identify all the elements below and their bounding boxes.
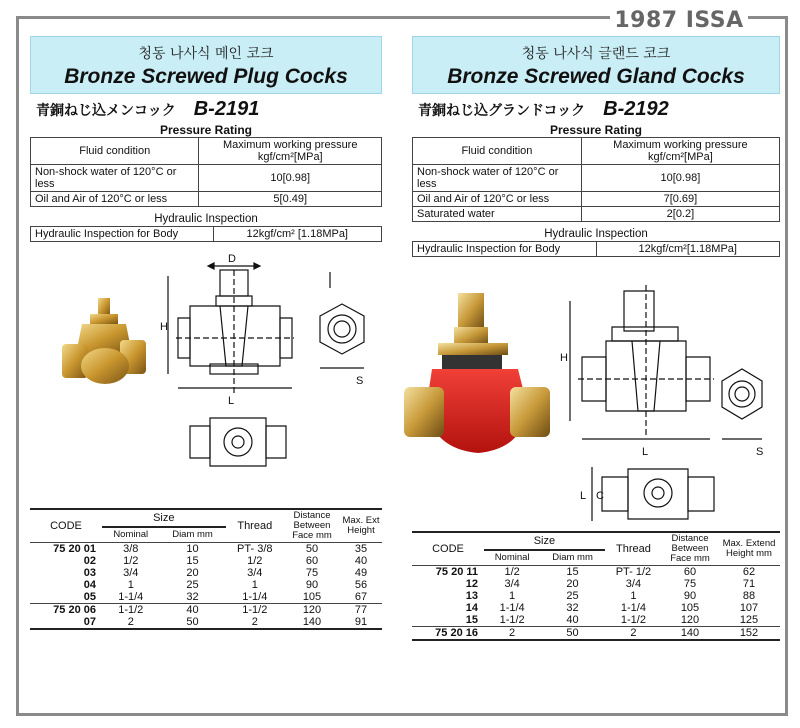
- fluid-cell: Non-shock water of 120°C or less: [31, 165, 199, 192]
- fluid-header: Fluid condition: [413, 138, 582, 165]
- pressure-header: [581, 138, 779, 165]
- cell-thread: 1-1/2: [242, 604, 268, 616]
- title-korean: 청동 나사식 메인 코크: [138, 46, 274, 62]
- title-banner: [412, 36, 780, 94]
- subtitle-line: [30, 98, 382, 121]
- cell-height: 88: [742, 590, 756, 602]
- table-row: [30, 604, 382, 617]
- plug-cocks-section: [30, 36, 382, 630]
- cell-thread: 2: [605, 627, 662, 641]
- title-english: Bronze Screwed Gland Cocks: [447, 65, 745, 88]
- cell-diam: 40: [540, 614, 605, 627]
- hydraulic-title: Hydraulic Inspection: [544, 228, 648, 240]
- cell-distance: 120: [302, 604, 322, 616]
- pressure-header-line1: Maximum working pressure: [613, 139, 748, 151]
- cell-thread: PT- 3/8: [237, 543, 273, 555]
- hydraulic-table: [30, 226, 382, 242]
- dim-l-label: L: [642, 446, 649, 458]
- thread-header: Thread: [226, 509, 284, 543]
- cell-thread: 3/4: [247, 567, 263, 579]
- cell-diam: 25: [186, 579, 199, 591]
- cell-height: 125: [718, 614, 780, 627]
- cell-nominal: 1: [127, 579, 134, 591]
- cell-nominal: 1-1/4: [102, 591, 160, 604]
- cell-thread: 1: [251, 579, 258, 591]
- gland-cock-photo: [402, 291, 552, 461]
- hydraulic-table: [412, 241, 780, 257]
- cell-code: 12: [465, 578, 478, 590]
- cell-distance: 60: [683, 566, 697, 578]
- max-height-header: Max. Extend Height mm: [718, 532, 780, 566]
- cell-height: 77: [354, 604, 368, 616]
- cell-distance: 105: [680, 602, 700, 614]
- pressure-cell: 2[0.2]: [581, 207, 779, 222]
- table-row: [30, 579, 382, 591]
- cell-code: 75 20 06: [53, 604, 96, 616]
- code-header: CODE: [412, 532, 484, 566]
- cell-distance: 120: [662, 614, 718, 627]
- pressure-cell: 5[0.49]: [199, 192, 382, 207]
- cell-thread: 1-1/2: [605, 614, 662, 627]
- cell-distance: 75: [683, 578, 697, 590]
- pressure-cell: 10[0.98]: [199, 165, 382, 192]
- cell-nominal: 2: [102, 616, 160, 629]
- cell-diam: 40: [186, 604, 199, 616]
- gland-cocks-spec-table: [412, 531, 780, 641]
- cell-height: 35: [354, 543, 368, 555]
- cell-code: 05: [30, 591, 102, 604]
- gland-cock-drawing: [562, 271, 777, 529]
- product-illustration: [412, 261, 780, 531]
- thread-header: Thread: [605, 532, 662, 566]
- fluid-header: Fluid condition: [31, 138, 199, 165]
- table-row: [412, 627, 780, 641]
- cell-height: 67: [340, 591, 382, 604]
- table-row: [412, 602, 780, 614]
- cell-diam: 32: [160, 591, 226, 604]
- cell-code: 15: [412, 614, 484, 627]
- brand-label: 1987 ISSA: [610, 8, 748, 34]
- model-number: B-2192: [603, 98, 669, 120]
- cell-height: 56: [354, 579, 368, 591]
- dim-h-label: H: [160, 321, 168, 333]
- dim-c-label: C: [596, 490, 604, 502]
- hydraulic-value: 12kgf/cm²[1.18MPa]: [596, 242, 780, 257]
- cell-code: 03: [83, 567, 96, 579]
- plug-cock-drawing: [160, 246, 380, 504]
- hydraulic-title: Hydraulic Inspection: [154, 213, 258, 225]
- size-header: Size: [484, 532, 605, 550]
- cell-thread: 3/4: [625, 578, 642, 590]
- cell-height: 107: [739, 602, 759, 614]
- cell-height: 91: [340, 616, 382, 629]
- cell-nominal: 1/2: [123, 555, 139, 567]
- cell-height: 40: [354, 555, 368, 567]
- cell-diam: 20: [566, 578, 579, 590]
- cell-nominal: 1-1/2: [484, 614, 540, 627]
- cell-thread: 1-1/4: [226, 591, 284, 604]
- cell-height: 152: [718, 627, 780, 641]
- cell-distance: 60: [305, 555, 319, 567]
- pressure-header: [199, 138, 382, 165]
- table-row: [30, 543, 382, 556]
- table-row: [30, 555, 382, 567]
- max-height-header: Max. Ext Height: [340, 509, 382, 543]
- cell-nominal: 1-1/4: [499, 602, 525, 614]
- cell-distance: 75: [305, 567, 319, 579]
- cell-thread: 2: [226, 616, 284, 629]
- cell-thread: 1/2: [247, 555, 263, 567]
- plug-cock-photo: [60, 296, 150, 396]
- cell-diam: 15: [186, 555, 199, 567]
- title-japanese: 青銅ねじ込グランドコック: [418, 103, 586, 119]
- cell-thread: 1: [630, 590, 637, 602]
- pressure-header-line2: kgf/cm²[MPa]: [648, 151, 713, 163]
- cell-diam: 32: [566, 602, 579, 614]
- cell-code: 02: [83, 555, 96, 567]
- hydraulic-label: Hydraulic Inspection for Body: [31, 227, 214, 242]
- pressure-header-line1: Maximum working pressure: [222, 139, 358, 151]
- table-row: [412, 578, 780, 590]
- product-illustration: [30, 246, 382, 508]
- cell-nominal: 3/4: [123, 567, 139, 579]
- pressure-rating-table: [412, 137, 780, 222]
- cell-nominal: 1: [509, 590, 516, 602]
- cell-height: 71: [742, 578, 756, 590]
- cell-distance: 90: [683, 590, 697, 602]
- title-japanese: 青銅ねじ込メンコック: [36, 103, 176, 119]
- cell-code: 75 20 11: [435, 566, 478, 578]
- title-korean: 청동 나사식 글랜드 코크: [521, 46, 671, 62]
- cell-diam: 15: [566, 566, 579, 578]
- table-row: [412, 590, 780, 602]
- title-banner: [30, 36, 382, 94]
- pressure-header-line2: kgf/cm²[MPa]: [257, 151, 323, 163]
- cell-diam: 10: [186, 543, 199, 555]
- table-row: [30, 567, 382, 579]
- gland-cocks-section: [412, 36, 780, 641]
- fluid-cell: Saturated water: [413, 207, 582, 222]
- subtitle-line: [412, 98, 780, 121]
- code-header: CODE: [30, 509, 102, 543]
- fluid-cell: Oil and Air of 120°C or less: [31, 192, 199, 207]
- cell-nominal: 1/2: [504, 566, 520, 578]
- cell-diam: 50: [540, 627, 605, 641]
- dim-s-label: S: [356, 375, 364, 387]
- table-row: [412, 566, 780, 579]
- dim-l-label: L: [228, 395, 235, 407]
- distance-header: Distance Between Face mm: [284, 509, 340, 543]
- cell-nominal: 1-1/2: [118, 604, 144, 616]
- cell-height: 62: [742, 566, 756, 578]
- cell-thread: PT- 1/2: [615, 566, 652, 578]
- cell-code: 75 20 01: [53, 543, 96, 555]
- cell-diam: 20: [186, 567, 199, 579]
- cell-code: 75 20 16: [412, 627, 484, 641]
- model-number: B-2191: [193, 98, 260, 120]
- pressure-cell: 10[0.98]: [581, 165, 779, 192]
- pressure-rating-table: [30, 137, 382, 207]
- table-row: [412, 614, 780, 627]
- pressure-caption: Pressure Rating: [159, 123, 253, 137]
- cell-code: 14: [465, 602, 478, 614]
- table-row: [30, 616, 382, 629]
- cell-code: 07: [30, 616, 102, 629]
- cell-distance: 50: [305, 543, 319, 555]
- hydraulic-label: Hydraulic Inspection for Body: [413, 242, 597, 257]
- plug-cocks-spec-table: [30, 508, 382, 630]
- cell-diam: 50: [160, 616, 226, 629]
- diam-header: Diam mm: [160, 527, 226, 542]
- fluid-cell: Non-shock water of 120°C or less: [413, 165, 582, 192]
- title-english: Bronze Screwed Plug Cocks: [64, 65, 348, 88]
- dim-h-label: H: [560, 352, 568, 364]
- nominal-header: Nominal: [484, 550, 540, 565]
- size-header: Size: [102, 509, 226, 527]
- cell-nominal: 3/8: [123, 543, 139, 555]
- cell-thread: 1-1/4: [620, 602, 646, 614]
- cell-distance: 105: [284, 591, 340, 604]
- cell-distance: 140: [662, 627, 718, 641]
- cell-diam: 25: [566, 590, 579, 602]
- cell-distance: 140: [284, 616, 340, 629]
- cell-code: 13: [465, 590, 478, 602]
- nominal-header: Nominal: [102, 527, 160, 542]
- pressure-caption: Pressure Rating: [549, 123, 643, 137]
- hydraulic-value: 12kgf/cm² [1.18MPa]: [213, 227, 381, 242]
- cell-height: 49: [354, 567, 368, 579]
- dim-s-label: S: [756, 446, 764, 458]
- cell-nominal: 3/4: [504, 578, 520, 590]
- fluid-cell: Oil and Air of 120°C or less: [413, 192, 582, 207]
- cell-distance: 90: [305, 579, 319, 591]
- distance-header: Distance Between Face mm: [662, 532, 718, 566]
- cell-code: 04: [83, 579, 96, 591]
- dim-l2-label: L: [580, 490, 587, 502]
- cell-nominal: 2: [484, 627, 540, 641]
- diam-header: Diam mm: [540, 550, 605, 565]
- pressure-cell: 7[0.69]: [581, 192, 779, 207]
- dim-d-label: D: [228, 253, 236, 265]
- table-row: [30, 591, 382, 604]
